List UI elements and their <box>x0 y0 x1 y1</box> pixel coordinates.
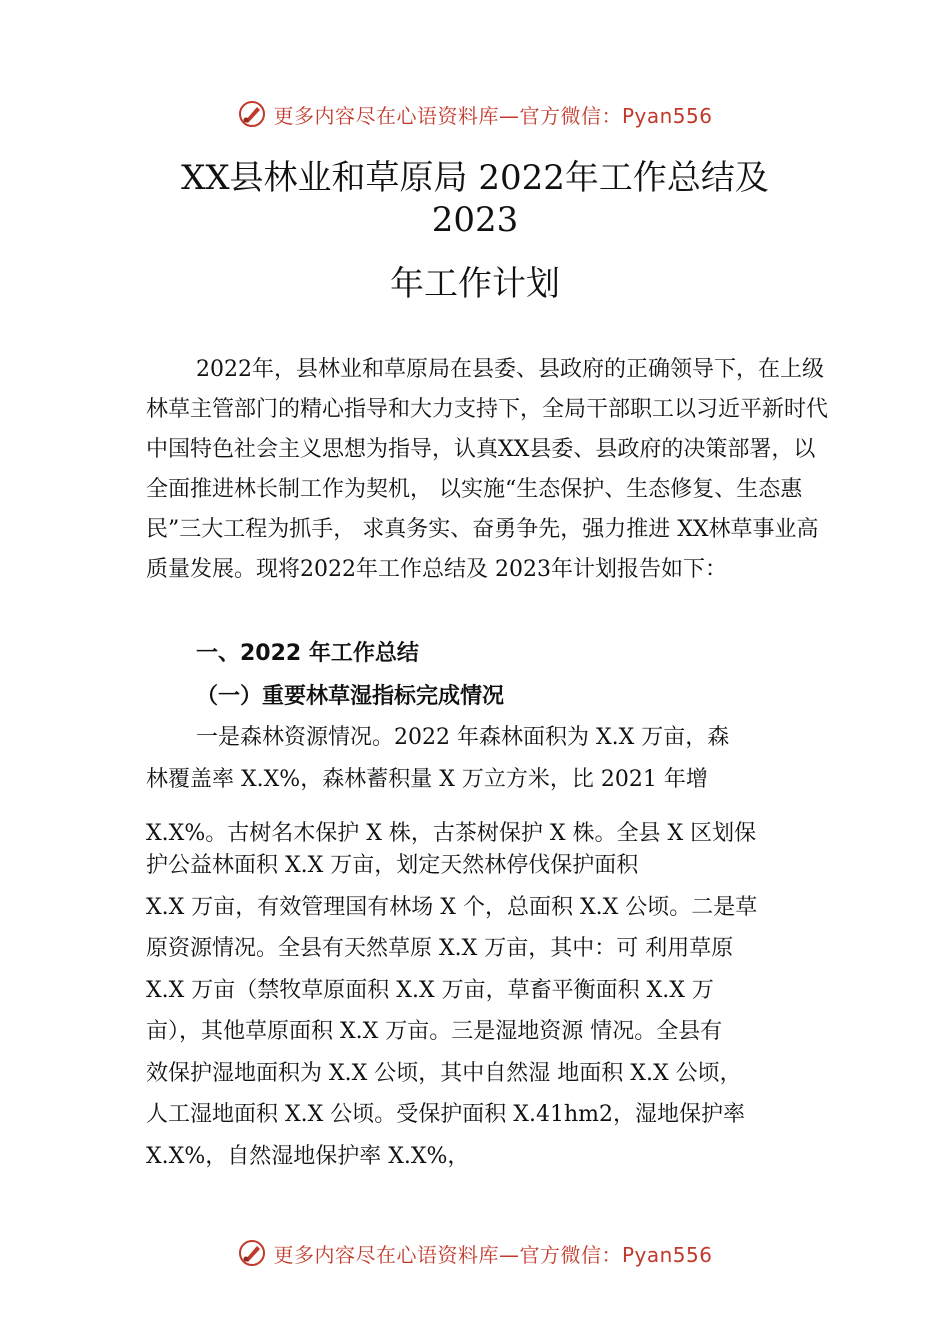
body-line: 人工湿地面积 X.X 公顷。受保护面积 X.41hm2，湿地保护率 <box>146 1102 745 1127</box>
body-line: X.X%。古树名木保护 X 株，古茶树保护 X 株。全县 X 区划保 <box>146 821 757 846</box>
body-line: 林覆盖率 X.X%，森林蓄积量 X 万立方米，比 2021 年增 <box>146 767 708 792</box>
watermark-bottom <box>0 1233 950 1273</box>
page-title-line2: 2023 <box>431 200 519 240</box>
body-line: X.X 万亩（禁牧草原面积 X.X 万亩，草畜平衡面积 X.X 万 <box>146 978 714 1003</box>
intro-paragraph: 2022年，县林业和草原局在县委、县政府的正确领导下，在上级林草主管部门的精心指导和大力支持下，全局干部职工以习近平新时代中国特色社会主义思想为指导，认真XX县委、县政府的决策部署，以全面推进林长制工作为契机， 以实施“生态保护、生态修复、生态惠民”三大工程为抓手， 求真务实、奋勇争先，强力推进 XX林草事业高质量发展。现将2022年工作总结及 2023年计划报告如下： <box>146 357 829 582</box>
page-title-line3: 年工作计划 <box>390 264 560 304</box>
body-line: 效保护湿地面积为 X.X 公顷，其中自然湿 地面积 X.X 公顷， <box>146 1061 742 1086</box>
body-line: 原资源情况。全县有天然草原 X.X 万亩，其中：可 利用草原 <box>146 936 734 961</box>
subsection-heading: （一）重要林草湿指标完成情况 <box>196 683 505 709</box>
brush-logo-icon <box>237 1238 267 1268</box>
body-line: 亩），其他草原面积 X.X 万亩。三是湿地资源 情况。全县有 <box>146 1019 723 1044</box>
watermark-text: 更多内容尽在心语资料库—官方微信：Pyan556 <box>273 103 713 128</box>
watermark-top <box>0 94 950 134</box>
section-heading: 一、2022 年工作总结 <box>196 641 419 666</box>
body-line: X.X%，自然湿地保护率 X.X%， <box>146 1144 470 1169</box>
body-line: 护公益林面积 X.X 万亩，划定天然林停伐保护面积 <box>146 853 639 878</box>
body-line: X.X 万亩，有效管理国有林场 X 个，总面积 X.X 公顷。二是草 <box>146 895 758 920</box>
body-line: 一是森林资源情况。2022 年森林面积为 X.X 万亩，森 <box>196 725 730 750</box>
brush-logo-icon <box>237 99 267 129</box>
page-title-line1: XX县林业和草原局 2022年工作总结及 <box>181 158 769 198</box>
watermark-text: 更多内容尽在心语资料库—官方微信：Pyan556 <box>273 1242 713 1267</box>
